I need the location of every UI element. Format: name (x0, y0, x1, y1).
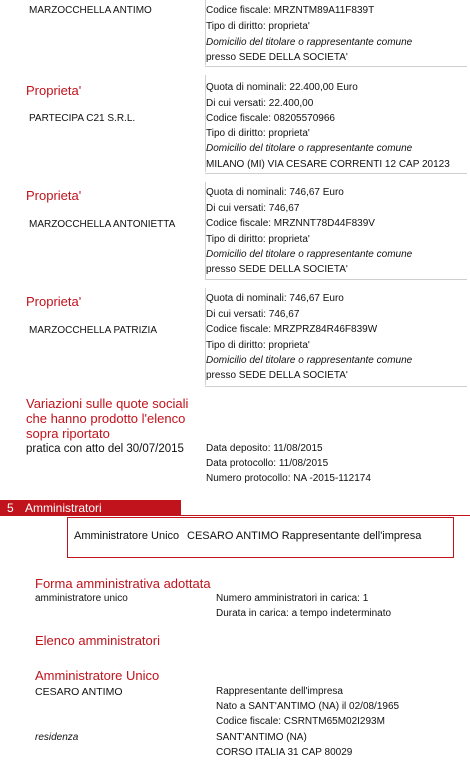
owner-detail: MILANO (MI) VIA CESARE CORRENTI 12 CAP 20123 (206, 159, 450, 170)
owner-detail: presso SEDE DELLA SOCIETA' (206, 52, 348, 63)
admin-detail: CORSO ITALIA 31 CAP 80029 (216, 747, 353, 758)
owner-detail: Quota di nominali: 746,67 Euro (206, 293, 344, 304)
owner-detail: Quota di nominali: 746,67 Euro (206, 187, 344, 198)
admin-heading: Amministratore Unico (35, 668, 160, 683)
forma-value: amministratore unico (35, 593, 128, 604)
row-separator (205, 279, 467, 280)
section-number: 5 (7, 501, 14, 515)
pratica-text: pratica con atto del 30/07/2015 (26, 443, 184, 455)
forma-heading: Forma amministrativa adottata (35, 576, 211, 591)
owner-detail: Codice fiscale: MRZNNT78D44F839V (206, 218, 375, 229)
owner-detail: Codice fiscale: MRZPRZ84R46F839W (206, 324, 378, 335)
owner-detail: Tipo di diritto: proprieta' (206, 340, 310, 351)
variazioni-title-line: che hanno prodotto l'elenco (26, 411, 186, 426)
proprieta-heading: Proprieta' (26, 83, 82, 98)
admin-detail: Codice fiscale: CSRNTM65M02I293M (216, 716, 385, 727)
owner-detail: Di cui versati: 746,67 (206, 309, 300, 320)
variazioni-title-line: sopra riportato (26, 426, 110, 441)
owner-name: MARZOCCHELLA ANTIMO (29, 5, 152, 16)
elenco-heading: Elenco amministratori (35, 633, 160, 648)
admin-detail: Nato a SANT'ANTIMO (NA) il 02/08/1965 (216, 701, 400, 712)
owner-name: PARTECIPA C21 S.R.L. (29, 113, 136, 124)
owner-detail: Domicilio del titolare o rappresentante comune (206, 249, 413, 260)
residenza-label: residenza (35, 732, 79, 743)
summary-role: Amministratore Unico (74, 530, 180, 542)
owner-detail: Di cui versati: 746,67 (206, 203, 300, 214)
row-separator (205, 66, 467, 67)
owner-detail: presso SEDE DELLA SOCIETA' (206, 264, 348, 275)
owner-detail: Quota di nominali: 22.400,00 Euro (206, 82, 358, 93)
proprieta-heading: Proprieta' (26, 294, 82, 309)
section-header-rule (181, 515, 470, 516)
variazioni-detail: Numero protocollo: NA -2015-112174 (206, 473, 371, 484)
summary-text: CESARO ANTIMO Rappresentante dell'impresa (187, 530, 422, 542)
owner-detail: Domicilio del titolare o rappresentante comune (206, 37, 413, 48)
forma-detail: Durata in carica: a tempo indeterminato (216, 608, 392, 619)
owner-detail: Domicilio del titolare o rappresentante comune (206, 355, 413, 366)
owner-name: MARZOCCHELLA PATRIZIA (29, 325, 157, 336)
variazioni-title-line: Variazioni sulle quote sociali (26, 396, 189, 411)
owner-detail: Codice fiscale: 08205570966 (206, 113, 335, 124)
owner-detail: Tipo di diritto: proprieta' (206, 128, 310, 139)
owner-detail: Tipo di diritto: proprieta' (206, 234, 310, 245)
row-separator (205, 386, 467, 387)
forma-detail: Numero amministratori in carica: 1 (216, 593, 369, 604)
admin-name: CESARO ANTIMO (35, 686, 123, 698)
owner-detail: Di cui versati: 22.400,00 (206, 98, 314, 109)
proprieta-heading: Proprieta' (26, 188, 82, 203)
owner-detail: Codice fiscale: MRZNTM89A11F839T (206, 5, 375, 16)
owner-detail: Tipo di diritto: proprieta' (206, 21, 310, 32)
row-separator (205, 173, 467, 174)
variazioni-detail: Data deposito: 11/08/2015 (206, 443, 323, 454)
variazioni-detail: Data protocollo: 11/08/2015 (206, 458, 329, 469)
admin-detail: SANT'ANTIMO (NA) (216, 732, 307, 743)
section-title: Amministratori (25, 501, 102, 515)
owner-name: MARZOCCHELLA ANTONIETTA (29, 219, 176, 230)
admin-detail: Rappresentante dell'impresa (216, 686, 343, 697)
owner-detail: Domicilio del titolare o rappresentante comune (206, 143, 413, 154)
owner-detail: presso SEDE DELLA SOCIETA' (206, 370, 348, 381)
